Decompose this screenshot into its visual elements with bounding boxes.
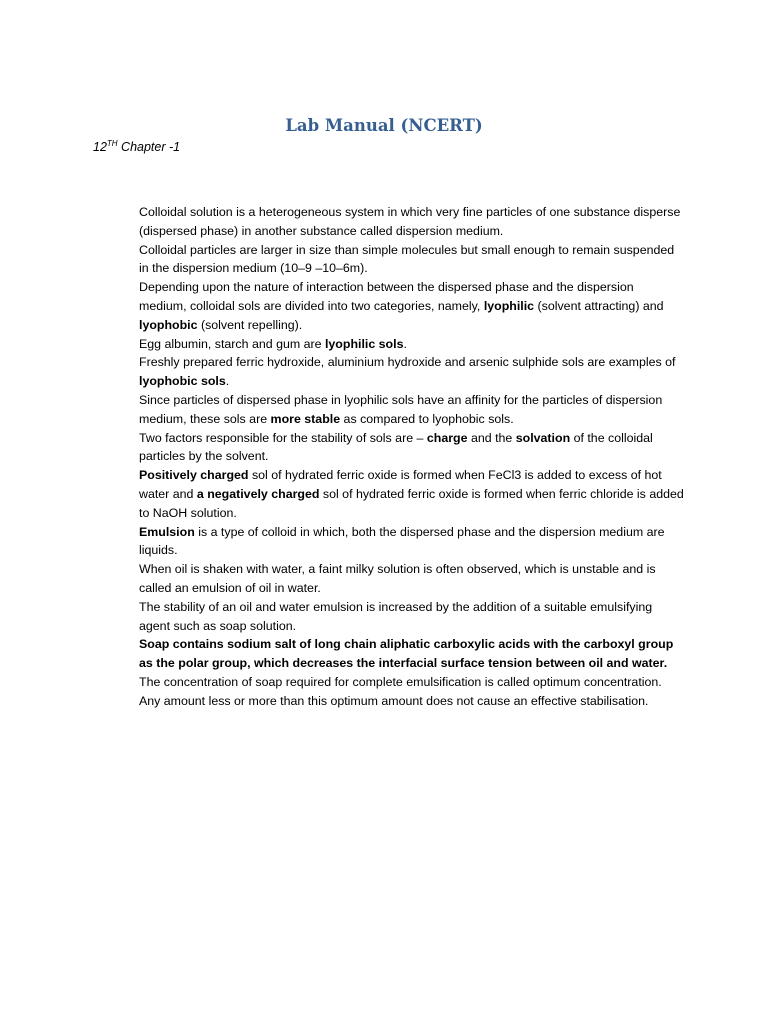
text-run: Colloidal solution is a heterogeneous system in which very fine particles of one substance disperse (dispersed phase) in another substance called dispersion medium.	[139, 205, 681, 238]
paragraph	[139, 635, 684, 673]
text-run: The stability of an oil and water emulsion is increased by the addition of a suitable emulsifying agent such as soap solution.	[139, 599, 653, 633]
chapter-number-suffix: TH	[106, 138, 118, 148]
text-run: Depending upon the nature of interaction between the dispersed phase and the dispersion medium, colloidal sols are divided into two categories, namely,	[139, 280, 634, 313]
bold-text-run: charge	[426, 430, 468, 445]
text-run: When oil is shaken with water, a faint milky solution is often observed, which is unstable and is called an emulsion of oil in water.	[139, 562, 656, 595]
text-run: Egg albumin, starch and gum are	[139, 336, 325, 351]
bold-text-run: lyophobic sols	[139, 374, 226, 389]
paragraph	[139, 673, 684, 711]
bold-text-run: lyophobic	[139, 317, 198, 332]
text-run: Two factors responsible for the stability of sols are –	[139, 430, 427, 445]
document-title: Lab Manual (NCERT)	[285, 116, 483, 135]
bold-text-run: a negatively charged	[196, 486, 320, 501]
text-run: of the colloidal particles by the solvent.	[139, 430, 653, 464]
bold-text-run: Positively charged	[139, 468, 249, 483]
bold-text-run: solvation	[515, 430, 571, 445]
text-run: .	[403, 336, 407, 351]
paragraph	[139, 391, 684, 429]
paragraph	[139, 335, 684, 354]
bold-text-run: more stable	[270, 411, 341, 426]
chapter-label: Chapter -1	[117, 140, 181, 154]
paragraph	[139, 466, 684, 522]
text-run: The concentration of soap required for complete emulsification is called optimum concentration. Any amount less or more than this optimum amount does not cause an effective stabilisation.	[139, 674, 662, 708]
text-run: Freshly prepared ferric hydroxide, aluminium hydroxide and arsenic sulphide sols are examples of	[139, 355, 676, 370]
text-run: (solvent repelling).	[197, 317, 303, 332]
paragraph	[139, 560, 684, 598]
paragraph	[139, 429, 684, 467]
paragraph	[139, 353, 684, 391]
text-run: Since particles of dispersed phase in lyophilic sols have an affinity for the particles of dispersion medium, these sols are	[139, 392, 663, 426]
text-run: sol of hydrated ferric oxide is formed when ferric chloride is added to NaOH solution.	[139, 486, 684, 520]
text-run: as compared to lyophobic sols.	[340, 411, 514, 426]
bold-text-run: lyophilic sols	[324, 336, 404, 351]
paragraph	[139, 203, 684, 241]
text-run: Colloidal particles are larger in size than simple molecules but small enough to remain suspended in the dispersion medium (10–9 –10–6m).	[139, 242, 675, 276]
bold-text-run: Emulsion	[139, 524, 195, 539]
text-run: sol of hydrated ferric oxide is formed when FeCl3 is added to excess of hot water and	[139, 468, 662, 501]
paragraph	[139, 278, 684, 334]
chapter-number: 12	[93, 140, 107, 154]
chapter-heading	[93, 138, 180, 156]
text-run: and the	[467, 430, 516, 445]
bold-text-run: Soap contains sodium salt of long chain aliphatic carboxylic acids with the carboxyl group as the polar group, which decreases the interfacial surface tension between oil and water.	[139, 637, 674, 671]
paragraph	[139, 241, 684, 279]
bold-text-run: lyophilic	[483, 298, 535, 313]
text-run: .	[225, 374, 230, 389]
body-text	[139, 203, 684, 711]
text-run: is a type of colloid in which, both the dispersed phase and the dispersion medium are liquids.	[139, 524, 665, 558]
paragraph	[139, 598, 684, 636]
text-run: (solvent attracting) and	[534, 298, 664, 313]
paragraph	[139, 523, 684, 561]
